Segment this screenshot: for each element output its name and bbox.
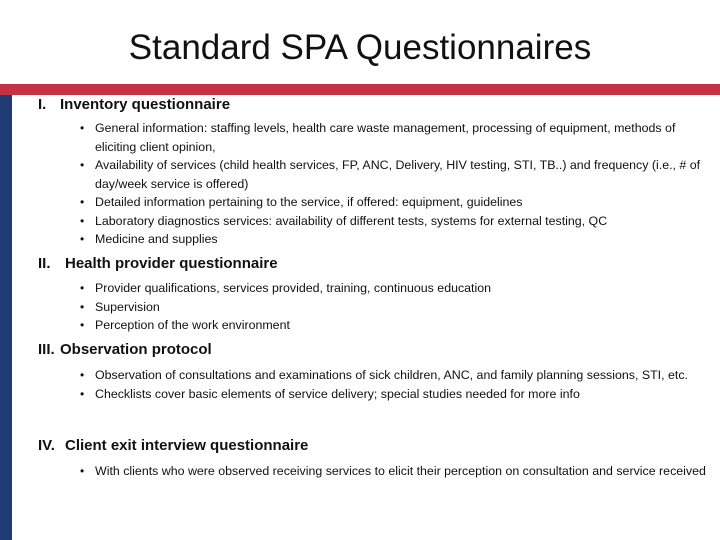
left-accent-bar [0,84,12,540]
bullet-icon: • [80,386,85,401]
list-item-text: Checklists cover basic elements of service delivery; special studies needed for more info [95,386,580,401]
section-number: IV. [38,437,55,454]
bullet-icon: • [80,232,85,246]
section-health-provider-questionnaire [38,254,491,335]
section-observation-protocol [38,340,688,403]
bullet-list [38,119,706,249]
bullet-icon: • [80,195,85,209]
section-heading [38,95,706,114]
bullet-icon: • [80,299,85,314]
section-heading [38,436,706,455]
list-item [38,156,706,193]
bullet-icon: • [80,464,85,478]
section-heading [38,340,688,359]
bullet-list [38,366,688,403]
section-number: II. [38,255,51,272]
list-item [38,279,491,298]
list-item-text: Medicine and supplies [95,232,218,246]
section-number: III. [38,341,55,358]
list-item-text: Laboratory diagnostics services: availability of different tests, systems for external testing, QC [95,213,608,228]
section-client-exit-interview [38,436,706,481]
list-item-text: Availability of services (child health services, FP, ANC, Delivery, HIV testing, STI, TB..) and frequency (i.e., # of day/week service is offered) [95,158,701,191]
section-title: Health provider questionnaire [65,255,278,272]
list-item-text: Supervision [95,299,160,314]
list-item [38,385,688,404]
bullet-icon: • [80,158,85,172]
section-number: I. [38,96,47,113]
bullet-icon: • [80,368,85,382]
bullet-icon: • [80,121,85,135]
list-item [38,462,706,481]
slide-title: Standard SPA Questionnaires [128,28,592,67]
list-item [38,316,491,335]
list-item [38,366,688,385]
title-divider-bar [0,84,720,95]
list-item-text: General information: staffing levels, health care waste management, processing of equipment, methods of eliciting client opinion, [95,121,676,154]
section-inventory-questionnaire [38,95,706,249]
bullet-icon: • [80,213,85,228]
section-title: Observation protocol [60,341,212,358]
list-item [38,212,706,231]
list-item [38,119,706,156]
section-title: Client exit interview questionnaire [65,437,309,454]
list-item [38,230,706,249]
bullet-list [38,279,491,335]
bullet-icon: • [80,318,85,332]
section-heading [38,254,491,273]
list-item-text: Detailed information pertaining to the service, if offered: equipment, guidelines [95,195,523,209]
list-item-text: Observation of consultations and examinations of sick children, ANC, and family planning sessions, STI, etc. [95,368,688,382]
bullet-list [38,462,706,481]
list-item [38,298,491,317]
list-item-text: Perception of the work environment [95,318,290,332]
bullet-icon: • [80,281,85,295]
section-title: Inventory questionnaire [60,96,231,113]
list-item-text: Provider qualifications, services provided, training, continuous education [95,281,492,295]
list-item-text: With clients who were observed receiving services to elicit their perception on consultation and service received [95,464,706,478]
list-item [38,193,706,212]
